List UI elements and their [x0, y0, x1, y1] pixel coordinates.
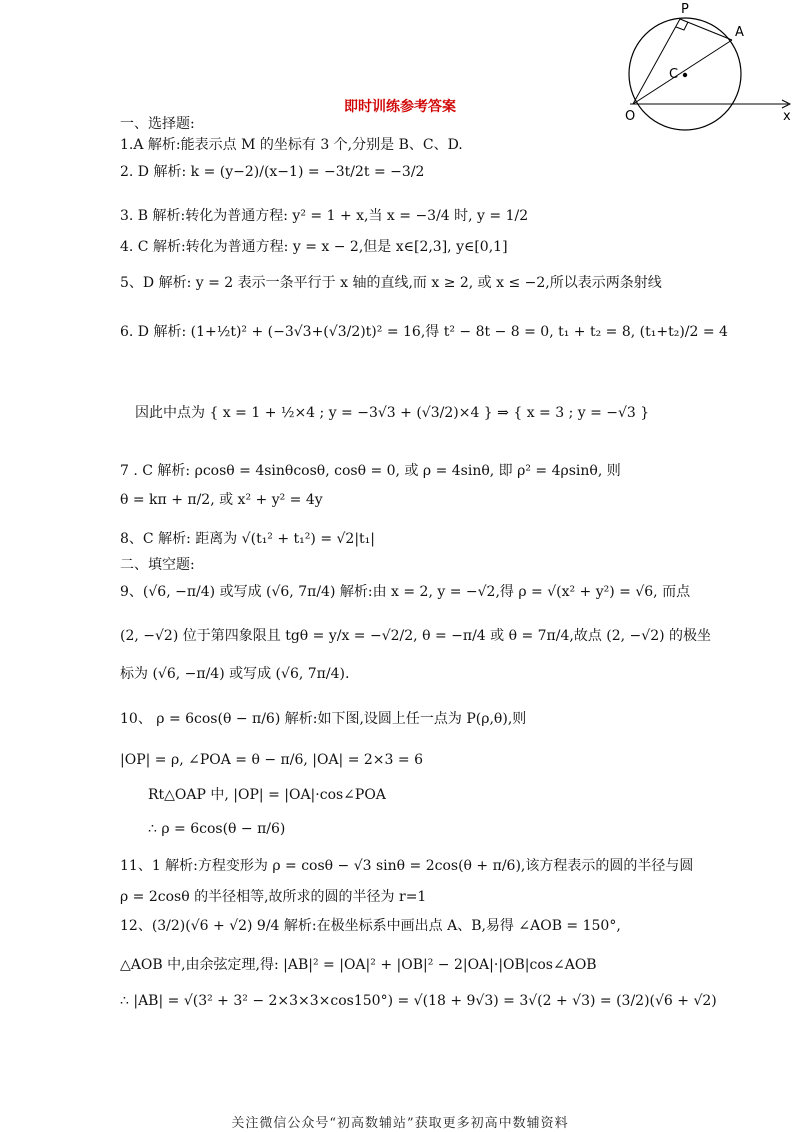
- answer-5: 5、D 解析: y = 2 表示一条平行于 x 轴的直线,而 x ≥ 2, 或 x ≤ −2,所以表示两条射线: [120, 275, 662, 291]
- answer-10-step-3: ∴ ρ = 6cos(θ − π/6): [148, 821, 286, 837]
- answer-11-cont: ρ = 2cosθ 的半径相等,故所求的圆的半径为 r=1: [120, 889, 427, 905]
- answer-4: 4. C 解析:转化为普通方程: y = x − 2,但是 x∈[2,3], y∈[0,1]: [120, 239, 508, 255]
- answer-11: 11、1 解析:方程变形为 ρ = cosθ − √3 sinθ = 2cos(θ + π/6),该方程表示的圆的半径与圆: [120, 858, 694, 874]
- section-fill: 二、填空题:: [120, 557, 195, 573]
- label-p: P: [681, 2, 689, 17]
- page-footer: 关注微信公众号“初高数辅站”获取更多初高中数辅资料: [231, 1116, 569, 1131]
- answer-7-cont: θ = kπ + π/2, 或 x² + y² = 4y: [120, 492, 323, 508]
- answer-12-step-2: ∴ |AB| = √(3² + 3² − 2×3×3×cos150°) = √(18 + 9√3) = 3√(2 + √3) = (3/2)(√6 + √2): [120, 993, 717, 1009]
- answer-2: 2. D 解析: k = (y−2)/(x−1) = −3t/2t = −3/2: [120, 164, 425, 180]
- label-o: O: [625, 109, 636, 124]
- answer-10: 10、 ρ = 6cos(θ − π/6) 解析:如下图,设圆上任一点为 P(ρ,θ),则: [120, 711, 527, 727]
- segment-oa: [633, 40, 732, 104]
- answer-10-step-2: Rt△OAP 中, |OP| = |OA|·cos∠POA: [148, 787, 386, 803]
- answer-9: 9、(√6, −π/4) 或写成 (√6, 7π/4) 解析:由 x = 2, y = −√2,得 ρ = √(x² + y²) = √6, 而点: [120, 584, 691, 600]
- answer-7: 7 . C 解析: ρcosθ = 4sinθcosθ, cosθ = 0, 或 ρ = 4sinθ, 即 ρ² = 4ρsinθ, 则: [120, 463, 621, 479]
- answer-3: 3. B 解析:转化为普通方程: y² = 1 + x,当 x = −3/4 时, y = 1/2: [120, 208, 529, 224]
- answer-10-step-1: |OP| = ρ, ∠POA = θ − π/6, |OA| = 2×3 = 6: [120, 752, 423, 768]
- section-choice: 一、选择题:: [120, 116, 195, 132]
- segment-op: [633, 19, 680, 104]
- label-c: C: [669, 67, 679, 82]
- page-title: 即时训练参考答案: [344, 99, 456, 115]
- answer-12-step-1: △AOB 中,由余弦定理,得: |AB|² = |OA|² + |OB|² − 2|OA|·|OB|cos∠AOB: [120, 957, 597, 973]
- answer-12: 12、(3/2)(√6 + √2) 9/4 解析:在极坐标系中画出点 A、B,易得 ∠AOB = 150°,: [120, 918, 621, 934]
- label-a: A: [735, 25, 744, 40]
- center-point: [683, 73, 687, 77]
- answer-1: 1.A 解析:能表示点 M 的坐标有 3 个,分别是 B、C、D.: [120, 137, 463, 153]
- label-x: x: [783, 109, 791, 124]
- answer-8: 8、C 解析: 距离为 √(t₁² + t₁²) = √2|t₁|: [120, 531, 375, 547]
- answer-6: 6. D 解析: (1+½t)² + (−3√3+(√3/2)t)² = 16,得 t² − 8t − 8 = 0, t₁ + t₂ = 8, (t₁+t₂)/2 = 4: [120, 324, 728, 340]
- answer-9-cont-2: 标为 (√6, −π/4) 或写成 (√6, 7π/4).: [120, 666, 350, 682]
- answer-6-midpoint: 因此中点为 { x = 1 + ½×4 ; y = −3√3 + (√3/2)×4 } ⇒ { x = 3 ; y = −√3 }: [135, 405, 650, 421]
- answer-9-cont-1: (2, −√2) 位于第四象限且 tgθ = y/x = −√2/2, θ = −π/4 或 θ = 7π/4,故点 (2, −√2) 的极坐: [120, 628, 712, 644]
